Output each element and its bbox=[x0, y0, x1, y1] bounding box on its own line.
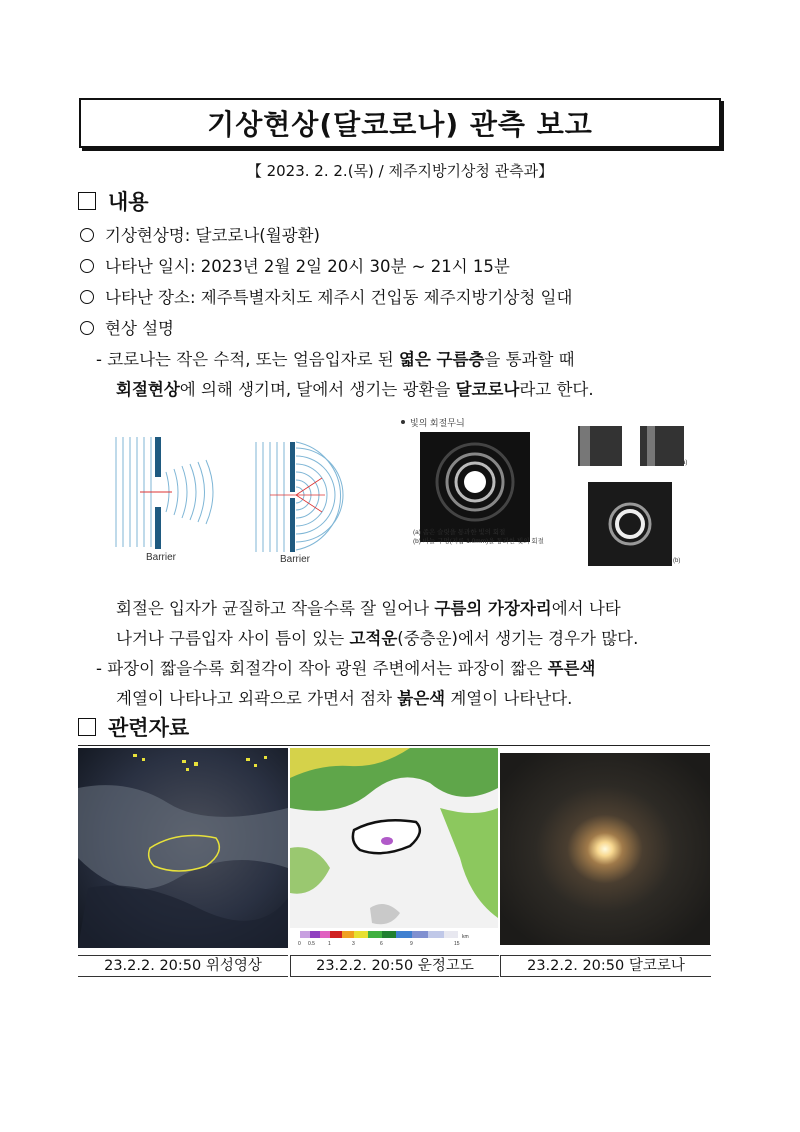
barrier-label-2: Barrier bbox=[280, 554, 311, 565]
title-box bbox=[79, 98, 721, 148]
divider bbox=[78, 745, 710, 746]
bullet-dot-icon bbox=[401, 420, 405, 424]
caption-moon-corona: 23.2.2. 20:50 달코로나 bbox=[500, 955, 711, 977]
colorbar-unit: km bbox=[462, 934, 469, 940]
figure-caption-a: (a) 좁은 슬릿을 통과한 빛의 회절 bbox=[413, 529, 506, 536]
text: 계열이 나타나고 외곽으로 가면서 점차 bbox=[116, 689, 398, 708]
colorbar-tick: 0 bbox=[298, 941, 301, 947]
colorbar-tick: 15 bbox=[454, 941, 460, 947]
text-bold: 구름의 가장자리 bbox=[434, 599, 552, 618]
text: 에 의해 생기며, 달에서 생기는 광환을 bbox=[179, 380, 456, 399]
moon-corona-photo bbox=[500, 753, 710, 945]
barrier-label-1: Barrier bbox=[146, 552, 177, 563]
cloud-height-image bbox=[290, 748, 498, 948]
desc-paragraph-3-line-2 bbox=[116, 685, 572, 709]
satellite-image bbox=[78, 748, 288, 948]
item-text: 나타난 일시: 2023년 2월 2일 20시 30분 ~ 21시 15분 bbox=[105, 257, 510, 276]
colorbar-tick: 0.5 bbox=[308, 941, 315, 947]
section-content-heading bbox=[78, 186, 149, 216]
text: 라고 한다. bbox=[519, 380, 594, 399]
circle-bullet-icon bbox=[80, 259, 94, 273]
diffraction-figure bbox=[110, 412, 690, 572]
colorbar-tick: 1 bbox=[328, 941, 331, 947]
text: (중층운)에서 생기는 경우가 많다. bbox=[397, 629, 639, 648]
desc-paragraph-1-line-2 bbox=[116, 376, 594, 400]
desc-paragraph-1-line-1 bbox=[96, 346, 575, 370]
text: 회절은 입자가 균질하고 작을수록 잘 일어나 bbox=[116, 599, 435, 618]
tag-a: (a) bbox=[680, 460, 688, 466]
checkbox-square-icon bbox=[78, 718, 96, 736]
colorbar-tick: 9 bbox=[410, 941, 413, 947]
item-text: 기상현상명: 달코로나(월광환) bbox=[105, 226, 320, 245]
text-bold: 달코로나 bbox=[455, 380, 520, 399]
tag-b: (b) bbox=[673, 558, 681, 564]
text: 을 통과할 때 bbox=[484, 350, 575, 369]
text: 나거나 구름입자 사이 틈이 있는 bbox=[116, 629, 350, 648]
text-bold: 푸른색 bbox=[547, 659, 596, 678]
caption-satellite: 23.2.2. 20:50 위성영상 bbox=[78, 955, 288, 977]
colorbar-tick: 6 bbox=[380, 941, 383, 947]
subtitle: 【 2023. 2. 2.(목) / 제주지방기상청 관측과】 bbox=[246, 162, 554, 180]
page-title: 기상현상(달코로나) 관측 보고 bbox=[207, 108, 593, 141]
desc-paragraph-3-line-1 bbox=[96, 655, 595, 679]
text: 에서 나타 bbox=[551, 599, 621, 618]
desc-paragraph-2-line-2 bbox=[116, 625, 638, 649]
text-bold: 고적운 bbox=[349, 629, 398, 648]
colorbar-tick: 3 bbox=[352, 941, 355, 947]
item-place bbox=[80, 284, 572, 308]
circle-bullet-icon bbox=[80, 321, 94, 335]
item-text: 나타난 장소: 제주특별자치도 제주시 건입동 제주지방기상청 일대 bbox=[105, 288, 573, 307]
item-time bbox=[80, 253, 510, 277]
text: 계열이 나타난다. bbox=[445, 689, 573, 708]
section-heading-text: 관련자료 bbox=[108, 716, 190, 740]
diffraction-title: 빛의 회절무늬 bbox=[410, 418, 465, 428]
caption-cloud-height: 23.2.2. 20:50 운정고도 bbox=[290, 955, 499, 977]
text-bold: 붉은색 bbox=[397, 689, 446, 708]
item-phenomenon-name bbox=[80, 222, 320, 246]
circle-bullet-icon bbox=[80, 290, 94, 304]
text-bold: 회절현상 bbox=[116, 380, 180, 399]
diffraction-illustration bbox=[110, 412, 690, 572]
text: - 파장이 짧을수록 회절각이 작아 광원 주변에서는 파장이 짧은 bbox=[96, 659, 548, 678]
item-text: 현상 설명 bbox=[105, 319, 175, 338]
desc-paragraph-2-line-1 bbox=[116, 595, 621, 619]
figure-caption-b: (b) 바늘 구멍(지름 1.0mm)을 통과한 빛의 회절 bbox=[413, 538, 544, 545]
circle-bullet-icon bbox=[80, 228, 94, 242]
text-bold: 엷은 구름층 bbox=[398, 350, 485, 369]
checkbox-square-icon bbox=[78, 192, 96, 210]
item-description bbox=[80, 315, 174, 339]
height-colorbar bbox=[300, 931, 458, 938]
text: - 코로나는 작은 수적, 또는 얼음입자로 된 bbox=[96, 350, 399, 369]
section-related-heading bbox=[78, 712, 189, 742]
section-heading-text: 내용 bbox=[108, 190, 149, 214]
